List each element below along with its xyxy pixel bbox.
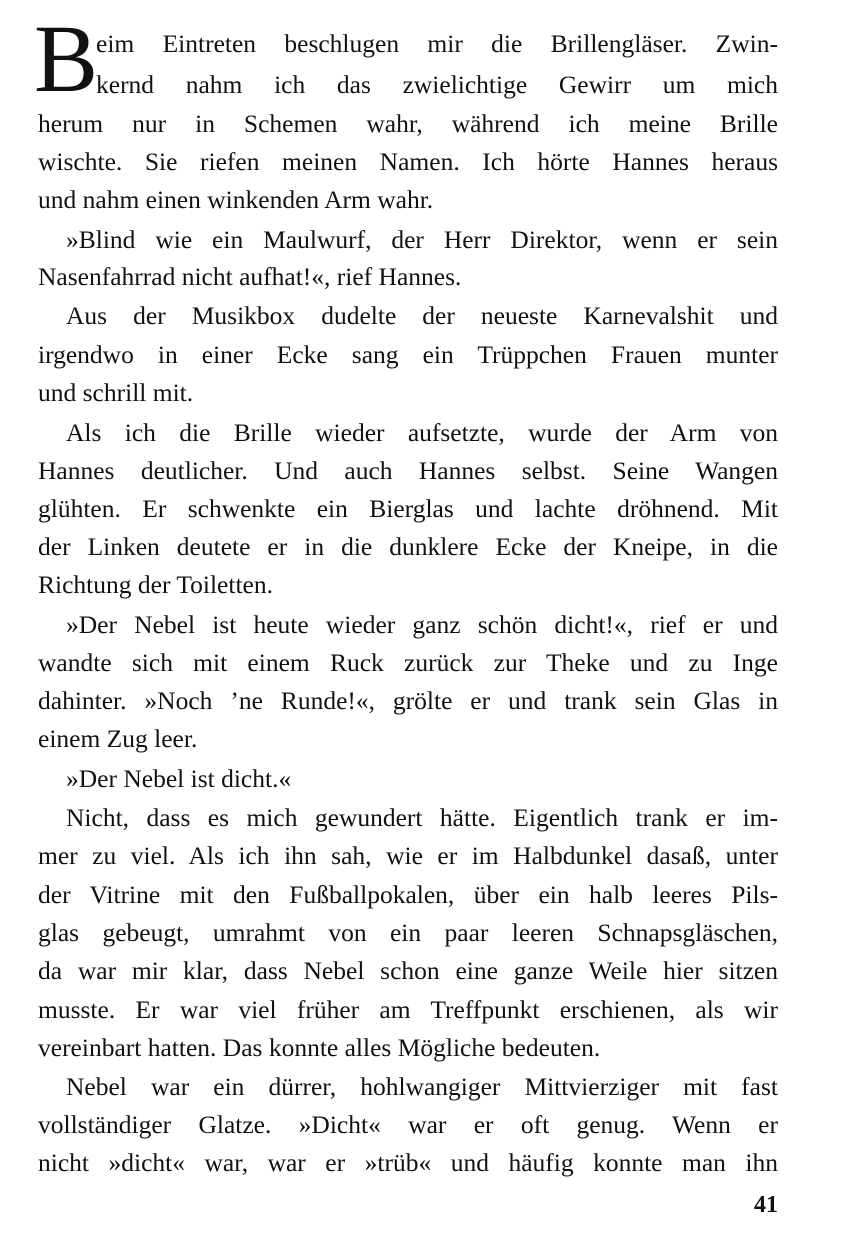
text-line-13: glühten. Er schwenkte ein Bierglas und lachte dröhnend. Mit — [38, 494, 778, 523]
text-line-2: kernd nahm ich das zwielichtige Gewirr um mich — [96, 70, 778, 99]
text-line-17: wandte sich mit einem Ruck zurück zur Theke und zu Inge — [38, 648, 778, 677]
text-line-22: mer zu viel. Als ich ihn sah, wie er im Halbdunkel dasaß, unter — [38, 841, 778, 870]
text-line-18: dahinter. »Noch ’ne Runde!«, grölte er und trank sein Glas in — [38, 686, 778, 715]
text-line-12: Hannes deutlicher. Und auch Hannes selbst. Seine Wangen — [38, 456, 778, 485]
text-line-29: vollständiger Glatze. »Dicht« war er oft genug. Wenn er — [38, 1110, 778, 1139]
text-line-11: Als ich die Brille wieder aufsetzte, wurde der Arm von — [66, 418, 778, 447]
text-line-3: herum nur in Schemen wahr, während ich meine Brille — [38, 109, 778, 138]
text-line-24: glas gebeugt, umrahmt von ein paar leeren Schnapsgläschen, — [38, 918, 778, 947]
text-line-1: eim Eintreten beschlugen mir die Brillengläser. Zwin- — [96, 29, 778, 58]
text-line-7: Nasenfahrrad nicht aufhat!«, rief Hannes. — [38, 262, 462, 291]
text-line-14: der Linken deutete er in die dunklere Ecke der Kneipe, in die — [38, 532, 778, 561]
text-line-28: Nebel war ein dürrer, hohlwangiger Mittvierziger mit fast — [66, 1072, 778, 1101]
text-line-15: Richtung der Toiletten. — [38, 570, 273, 599]
text-line-20: »Der Nebel ist dicht.« — [66, 764, 292, 793]
text-line-21: Nicht, dass es mich gewundert hätte. Eigentlich trank er im- — [66, 803, 778, 832]
text-line-10: und schrill mit. — [38, 378, 194, 407]
drop-cap: B — [34, 5, 99, 112]
page-number: 41 — [754, 1192, 778, 1218]
text-line-6: »Blind wie ein Maulwurf, der Herr Direktor, wenn er sein — [66, 225, 778, 254]
text-line-16: »Der Nebel ist heute wieder ganz schön dicht!«, rief er und — [66, 610, 778, 639]
text-line-8: Aus der Musikbox dudelte der neueste Karnevalshit und — [66, 301, 778, 330]
text-line-30: nicht »dicht« war, war er »trüb« und häufig konnte man ihn — [38, 1148, 778, 1177]
text-line-9: irgendwo in einer Ecke sang ein Trüppchen Frauen munter — [38, 340, 778, 369]
text-line-5: und nahm einen winkenden Arm wahr. — [38, 185, 434, 214]
text-line-19: einem Zug leer. — [38, 724, 198, 753]
text-line-27: vereinbart hatten. Das konnte alles Mögliche bedeuten. — [38, 1033, 601, 1062]
text-line-23: der Vitrine mit den Fußballpokalen, über ein halb leeres Pils- — [38, 880, 778, 909]
text-line-4: wischte. Sie riefen meinen Namen. Ich hörte Hannes heraus — [38, 147, 778, 176]
text-line-26: musste. Er war viel früher am Treffpunkt erschienen, als wir — [38, 995, 778, 1024]
text-line-25: da war mir klar, dass Nebel schon eine ganze Weile hier sitzen — [38, 956, 778, 985]
